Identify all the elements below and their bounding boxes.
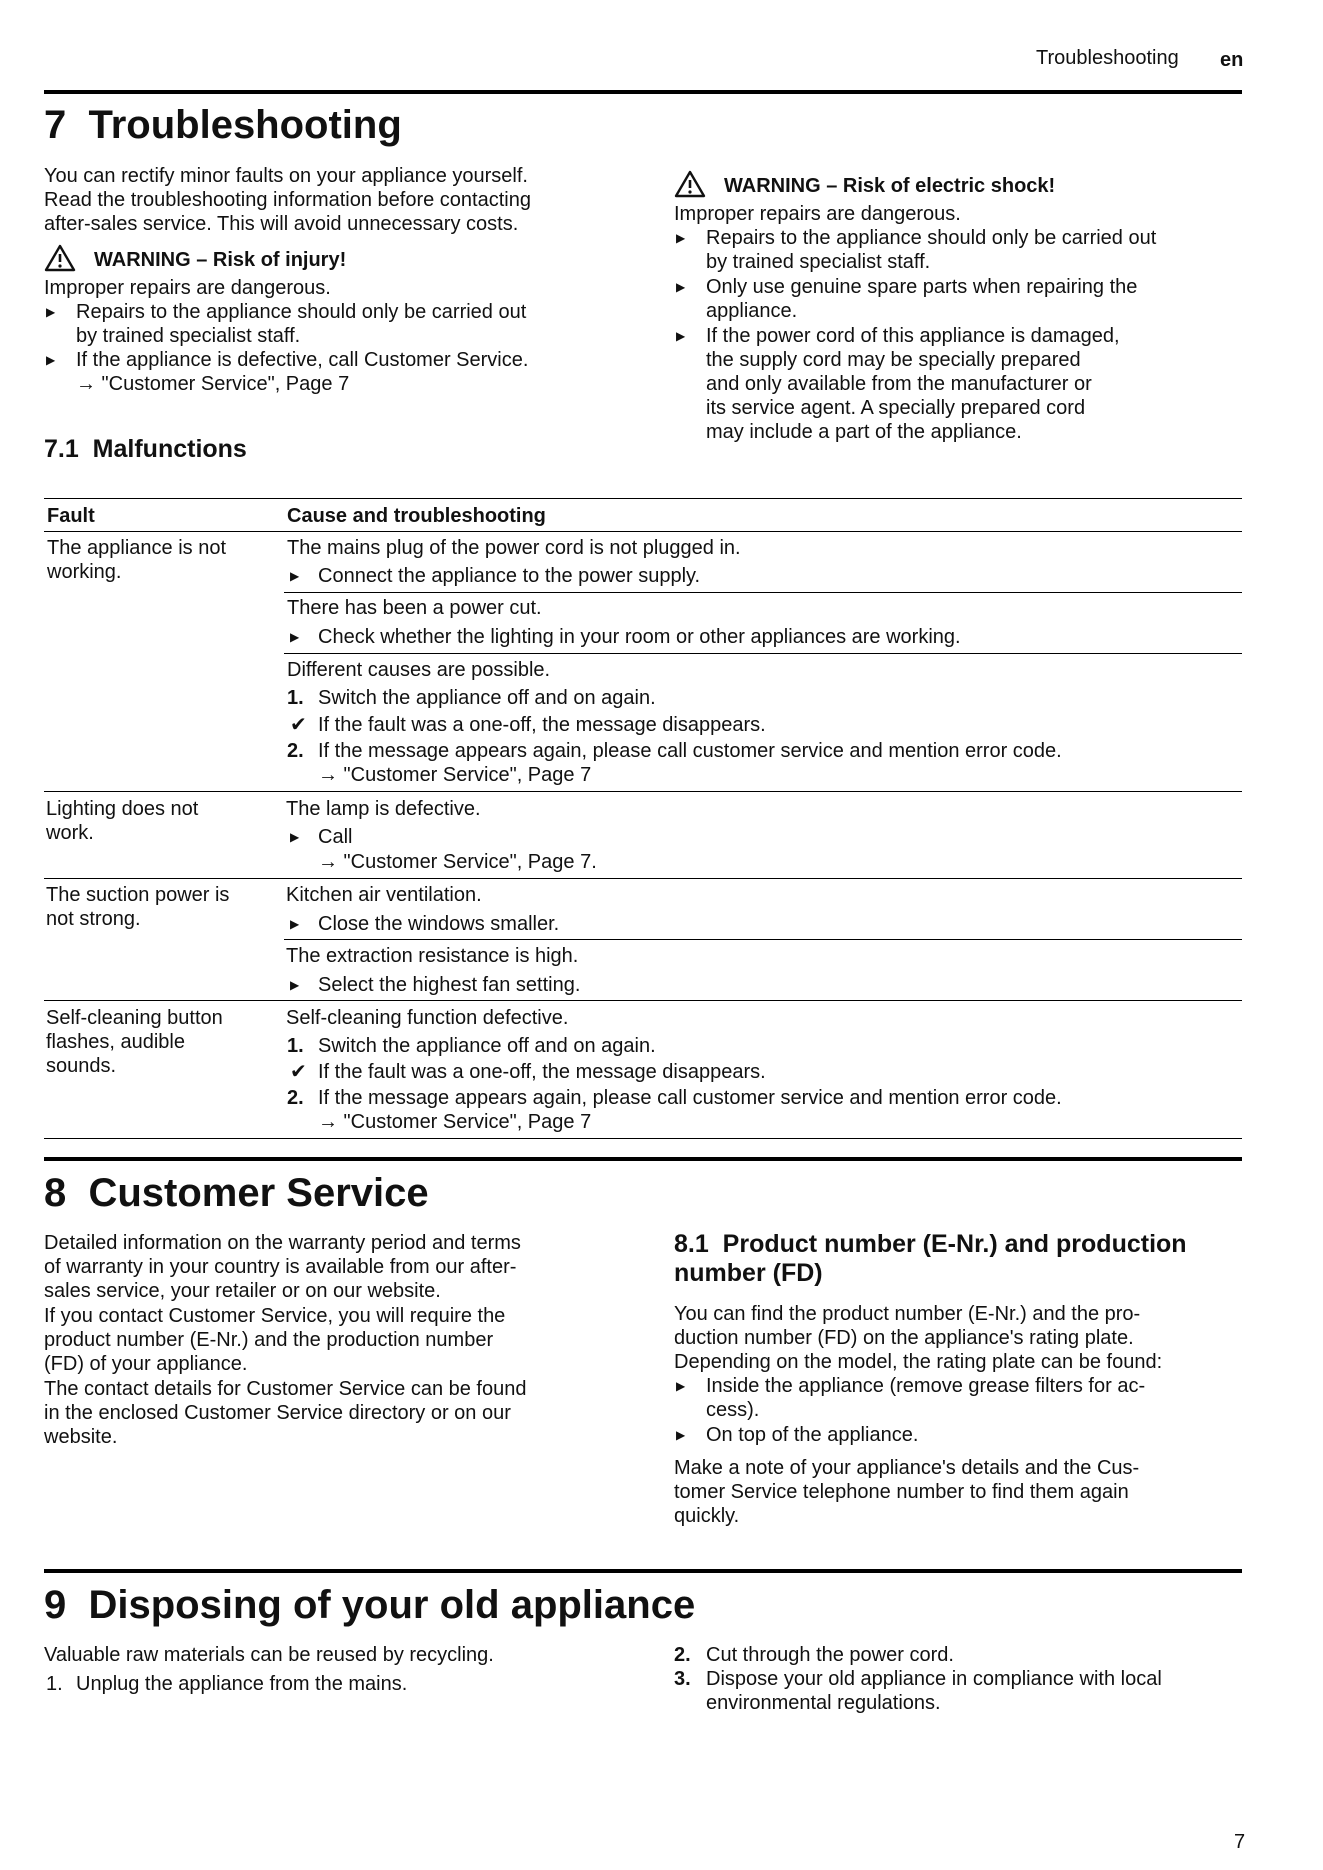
fault-cell: not strong. [46,908,141,930]
paragraph-line: Depending on the model, the rating plate can be found: [674,1351,1163,1373]
bullet-icon: ▶ [676,1379,686,1393]
warning-shock-bullet-3: the supply cord may be specially prepared [706,349,1081,371]
table-rule [44,1000,1242,1001]
cause-text: The mains plug of the power cord is not plugged in. [287,537,741,559]
table-rule [44,791,1242,792]
table-rule [284,653,1242,654]
warning-injury-title: WARNING – Risk of injury! [94,249,347,271]
fault-cell: working. [47,561,122,583]
cause-text: Kitchen air ventilation. [286,884,482,906]
fault-cell: The suction power is [46,884,230,906]
customer-service-page-link[interactable]: → "Customer Service", Page 7 [76,373,350,395]
step-text: If the message appears again, please call customer service and mention error code. [318,1087,1062,1109]
warning-shock-bullet-1: by trained specialist staff. [706,251,931,273]
result-text: If the fault was a one-off, the message disappears. [318,714,766,736]
paragraph-line: The contact details for Customer Service can be found [44,1378,527,1400]
bullet-icon: ▶ [676,1428,686,1442]
cause-text: Self-cleaning function defective. [286,1007,569,1029]
paragraph-line: sales service, your retailer or on our website. [44,1280,441,1302]
remedy-text: Connect the appliance to the power supply. [318,565,701,587]
section-9-number: 9 [44,1583,67,1627]
paragraph-line: of warranty in your country is available from our after- [44,1256,517,1278]
location-bullet-1: cess). [706,1399,760,1421]
step-number: 2. [674,1644,691,1666]
warning-shock-bullet-2: Only use genuine spare parts when repairing the [706,276,1138,298]
warning-shock-bullet-2: appliance. [706,300,798,322]
table-rule [44,878,1242,879]
subsection-8-1-heading [674,1230,1187,1259]
running-header-section: Troubleshooting [1036,47,1179,69]
warning-injury-subtitle: Improper repairs are dangerous. [44,277,331,299]
subsection-title: Product number (E-Nr.) and production [722,1230,1187,1258]
bullet-icon: ▶ [46,353,56,367]
header-rule [44,90,1242,94]
bullet-icon: ▶ [290,830,300,844]
fault-cell: Lighting does not [46,798,199,820]
table-header-cause: Cause and troubleshooting [287,505,546,527]
table-header-fault: Fault [47,505,95,527]
warning-shock-bullet-3: its service agent. A specially prepared cord [706,397,1086,419]
fault-cell: The appliance is not [47,537,227,559]
intro-line: Read the troubleshooting information before contacting [44,189,531,211]
section-9-intro: Valuable raw materials can be reused by recycling. [44,1644,494,1666]
paragraph-line: Detailed information on the warranty period and terms [44,1232,521,1254]
cause-text: The lamp is defective. [286,798,481,820]
paragraph-line: tomer Service telephone number to find them again [674,1481,1129,1503]
customer-service-page-link[interactable]: → "Customer Service", Page 7 [318,764,592,786]
section-rule [44,1569,1242,1573]
step-text: Switch the appliance off and on again. [318,687,656,709]
section-9-title: Disposing of your old appliance [88,1583,696,1627]
section-8-heading [44,1170,429,1216]
result-text: If the fault was a one-off, the message disappears. [318,1061,766,1083]
bullet-icon: ▶ [290,569,300,583]
customer-service-page-link[interactable]: → "Customer Service", Page 7. [318,851,597,873]
step-number: 1. [287,687,304,709]
paragraph-line: in the enclosed Customer Service directory or on our [44,1402,511,1424]
customer-service-page-link[interactable]: → "Customer Service", Page 7 [318,1111,592,1133]
page-number: 7 [1234,1831,1246,1853]
warning-shock-bullet-1: Repairs to the appliance should only be carried out [706,227,1157,249]
warning-injury-bullet-1: Repairs to the appliance should only be carried out [76,301,527,323]
bullet-icon: ▶ [676,231,686,245]
cause-text: The extraction resistance is high. [286,945,579,967]
paragraph-line: If you contact Customer Service, you will require the [44,1305,506,1327]
intro-line: You can rectify minor faults on your appliance yourself. [44,165,528,187]
paragraph-line: quickly. [674,1505,740,1527]
warning-shock-bullet-3: may include a part of the appliance. [706,421,1022,443]
remedy-text: Close the windows smaller. [318,913,560,935]
step-number: 2. [287,1087,304,1109]
fault-cell: Self-cleaning button [46,1007,223,1029]
warning-triangle-icon [674,170,706,198]
bullet-icon: ▶ [290,978,300,992]
step-text: Cut through the power cord. [706,1644,954,1666]
step-text: Switch the appliance off and on again. [318,1035,656,1057]
bullet-icon: ▶ [46,305,56,319]
table-rule [284,939,1242,940]
section-7-heading [44,102,402,148]
bullet-icon: ▶ [676,329,686,343]
warning-shock-bullet-3: If the power cord of this appliance is damaged, [706,325,1120,347]
section-7-title: Troubleshooting [88,103,402,147]
paragraph-line: You can find the product number (E-Nr.) and the pro- [674,1303,1141,1325]
step-text: Unplug the appliance from the mains. [76,1673,408,1695]
warning-shock-bullet-3: and only available from the manufacturer or [706,373,1092,395]
subsection-number: 7.1 [44,435,79,463]
cause-text: Different causes are possible. [287,659,551,681]
fault-cell: work. [46,822,94,844]
step-number: 1. [287,1035,304,1057]
bullet-icon: ▶ [290,917,300,931]
step-text: If the message appears again, please call customer service and mention error code. [318,740,1062,762]
paragraph-line: (FD) of your appliance. [44,1353,248,1375]
warning-shock-subtitle: Improper repairs are dangerous. [674,203,961,225]
paragraph-line: product number (E-Nr.) and the production number [44,1329,494,1351]
bullet-icon: ▶ [676,280,686,294]
section-7-number: 7 [44,103,67,147]
table-rule [284,592,1242,593]
fault-cell: sounds. [46,1055,117,1077]
remedy-text: Select the highest fan setting. [318,974,581,996]
bullet-icon: ▶ [290,630,300,644]
step-number: 2. [287,740,304,762]
location-bullet-2: On top of the appliance. [706,1424,919,1446]
remedy-text: Check whether the lighting in your room or other appliances are working. [318,626,961,648]
running-header-lang: en [1220,49,1244,71]
paragraph-line: Make a note of your appliance's details and the Cus- [674,1457,1140,1479]
warning-triangle-icon [44,244,76,272]
subsection-7-1-heading [44,435,247,464]
section-8-title: Customer Service [88,1171,429,1215]
check-icon: ✔ [290,714,307,736]
section-rule [44,1157,1242,1161]
warning-injury-bullet-2: If the appliance is defective, call Customer Service. [76,349,529,371]
paragraph-line: website. [44,1426,118,1448]
paragraph-line: duction number (FD) on the appliance's rating plate. [674,1327,1134,1349]
intro-line: after-sales service. This will avoid unnecessary costs. [44,213,519,235]
section-9-heading [44,1582,695,1628]
step-number: 1. [46,1673,63,1695]
remedy-text: Call [318,826,353,848]
step-text: environmental regulations. [706,1692,941,1714]
subsection-number: 8.1 [674,1230,709,1258]
table-rule [44,498,1242,499]
subsection-title: Malfunctions [92,435,247,463]
table-rule [44,1138,1242,1139]
section-8-number: 8 [44,1171,67,1215]
subsection-title-line-2: number (FD) [674,1259,823,1287]
warning-shock-title: WARNING – Risk of electric shock! [724,175,1056,197]
table-rule [44,531,1242,532]
check-icon: ✔ [290,1061,307,1083]
warning-injury-bullet-1: by trained specialist staff. [76,325,301,347]
fault-cell: flashes, audible [46,1031,185,1053]
cause-text: There has been a power cut. [287,597,542,619]
step-text: Dispose your old appliance in compliance with local [706,1668,1162,1690]
step-number: 3. [674,1668,691,1690]
location-bullet-1: Inside the appliance (remove grease filters for ac- [706,1375,1146,1397]
